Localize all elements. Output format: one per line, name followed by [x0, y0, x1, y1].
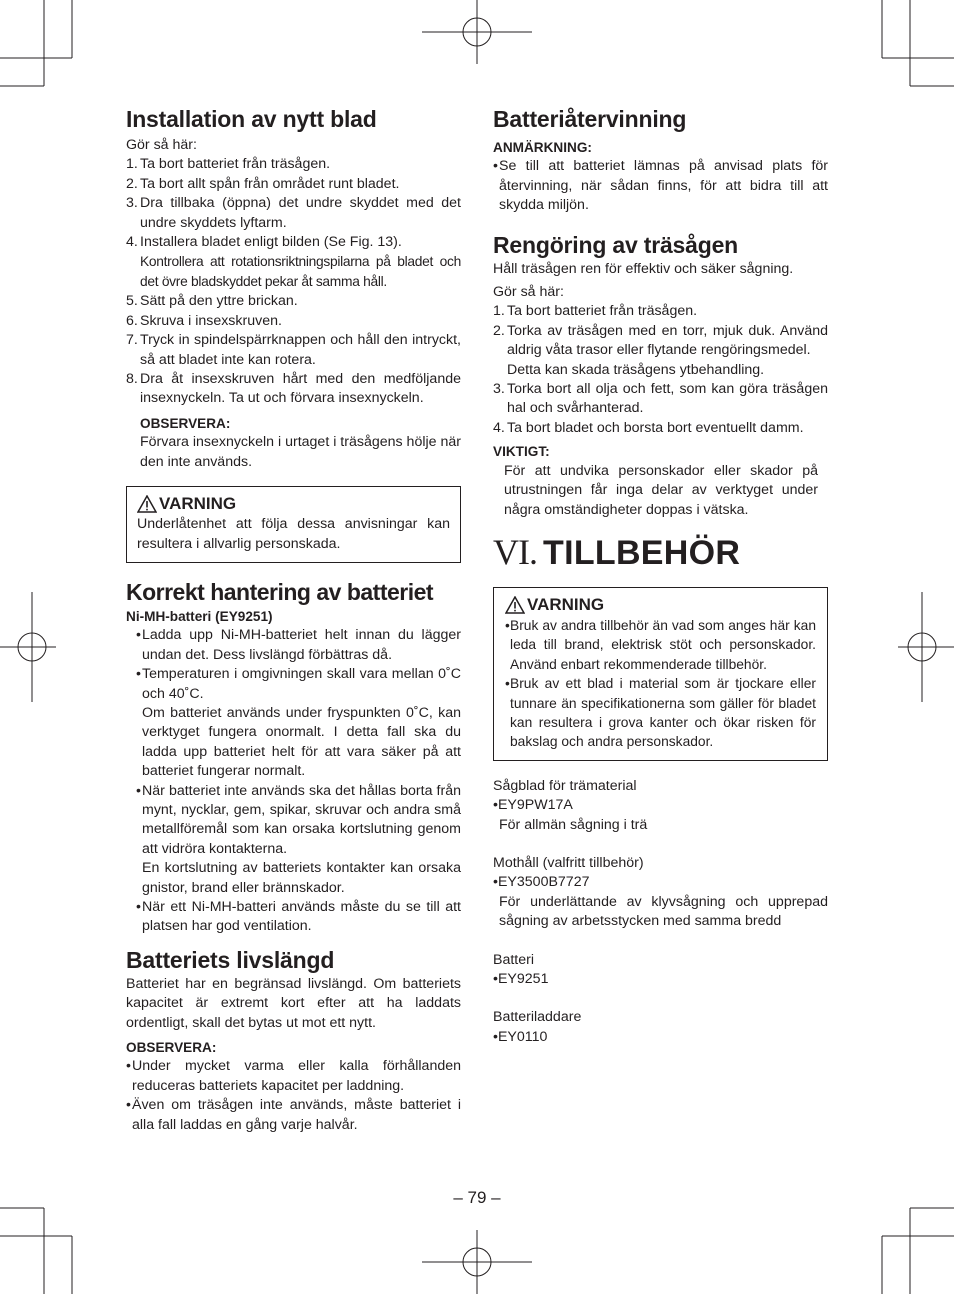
install-step: 3. Dra tillbaka (öppna) det undre skyddet med det undre skyddets lyftarm.	[126, 195, 461, 231]
warning-box	[126, 486, 461, 563]
accessories-title	[493, 532, 828, 573]
battery-handling-list	[126, 626, 461, 937]
list-item: • Bruk av andra tillbehör än vad som anges här kan leda till brand, elektrisk stöt och personskador. Använd enbart rekommenderade tillbehör.	[505, 617, 816, 672]
accessories-heading: TILLBEHÖR	[543, 533, 741, 572]
battery-life-note-label: OBSERVERA:	[126, 1040, 217, 1056]
install-step: 7. Tryck in spindelspärrknappen och håll den intryckt, så att bladet inte kan rotera.	[126, 332, 461, 368]
right-column	[493, 104, 828, 1047]
battery-handling-subhead: Ni-MH-batteri (EY9251)	[126, 608, 273, 624]
warning-triangle-icon	[137, 495, 157, 513]
accessory-item: Batteriladdare •EY0110	[493, 1009, 582, 1045]
important-label: VIKTIGT:	[493, 444, 550, 460]
recycling-heading: Batteriåtervinning	[493, 106, 687, 132]
install-step: 8. Dra åt insexskruven hårt med den medföljande insexnyckeln. Ta ut och förvara insexnyckeln.	[126, 371, 461, 407]
install-step: 6. Skruva i insexskruven.	[126, 312, 282, 329]
cleaning-step: 2. Torka av träsågen med en torr, mjuk duk. Använd aldrig våta trasor eller flytande rengöringsmedel. Detta kan skada träsågens ytbehandling.	[493, 322, 828, 378]
install-step: 5. Sätt på den yttre brickan.	[126, 293, 298, 310]
page-number: – 79 –	[453, 1188, 501, 1207]
cleaning-intro: Håll träsågen ren för effektiv och säker sågning.	[493, 260, 794, 277]
accessory-list	[493, 777, 828, 1047]
list-item: • Under mycket varma eller kalla förhållanden reduceras batteriets kapacitet per laddning.	[126, 1058, 461, 1094]
battery-life-heading: Batteriets livslängd	[126, 946, 335, 973]
warning-header	[505, 594, 816, 616]
accessory-item: Sågblad för trämaterial •EY9PW17A För allmän sågning i trä	[493, 777, 648, 833]
install-step: 4. Installera bladet enligt bilden (Se Fig. 13). Kontrollera att rotationsriktningspilarna på bladet och det övre bladskyddet pekar åt samma håll.	[126, 233, 461, 292]
list-item: • Se till att batteriet lämnas på anvisad plats för återvinning, när sådan finns, för att bidra till att skydda miljön.	[493, 158, 828, 214]
list-item: • Bruk av ett blad i material som är tjockare eller tunnare än specifikationerna som gäller för bladet kan resultera i grova kanter och ökar risken för bakslag och andra personskador.	[505, 676, 816, 750]
chapter-number: VI.	[493, 531, 537, 572]
battery-life-list	[126, 1057, 461, 1135]
battery-handling-heading: Korrekt hantering av batteriet	[126, 578, 434, 605]
cleaning-step: 1. Ta bort batteriet från träsågen.	[493, 303, 698, 320]
recycling-list	[493, 157, 828, 215]
install-note-text: Förvara insexnyckeln i urtaget i träsågens hölje när den inte används.	[140, 434, 461, 470]
recycling-note-label: ANMÄRKNING:	[493, 140, 592, 155]
install-step: 1. Ta bort batteriet från träsågen.	[126, 156, 331, 173]
list-item: • Även om träsågen inte används, måste batteriet i alla fall laddas en gång varje halvår.	[126, 1097, 461, 1133]
install-intro: Gör så här:	[126, 137, 197, 153]
install-note-label: OBSERVERA:	[140, 415, 231, 431]
warning-label: VARNING	[159, 494, 237, 514]
warning-header	[137, 493, 450, 515]
battery-life-text: Batteriet har en begränsad livslängd. Om batteriets kapacitet är extremt kort efter att ha laddats ordentligt, skall det bytas ut mot ett nytt.	[126, 975, 461, 1031]
install-step: 2. Ta bort allt spån från området runt bladet.	[126, 175, 400, 192]
warning-triangle-icon	[505, 596, 525, 614]
cleaning-intro2: Gör så här:	[493, 284, 564, 301]
important-text: För att undvika personskador eller skador på utrustningen får inga delar av verktyget under några omständigheter doppas i vätska.	[504, 462, 818, 518]
install-heading: Installation av nytt blad	[126, 106, 377, 132]
cleaning-heading: Rengöring av träsågen	[493, 231, 739, 258]
cleaning-step: 4. Ta bort bladet och borsta bort eventuellt damm.	[493, 419, 804, 436]
accessories-warning-box	[493, 587, 828, 761]
cleaning-steps	[493, 302, 828, 438]
accessory-item: Batteri •EY9251	[493, 951, 549, 987]
list-item: • Ladda upp Ni-MH-batteriet helt innan du lägger undan det. Dess livslängd förbättras då.	[136, 627, 461, 663]
accessories-warning-list	[505, 616, 816, 752]
install-step-sub: Kontrollera att rotationsriktningspilarna på bladet och det övre bladskyddet pekar åt samma håll.	[140, 254, 461, 290]
left-column	[126, 104, 461, 1135]
cleaning-step: 3. Torka bort all olja och fett, som kan göra träsågen hal och svårhanterad.	[493, 381, 828, 417]
warning-label: VARNING	[527, 594, 605, 614]
accessory-item: Mothåll (valfritt tillbehör) •EY3500B7727 För underlättande av klyvsågning och upprepad sågning av arbetsstycken med samma bredd	[493, 854, 828, 930]
list-item: • När batteriet inte används ska det hållas borta från mynt, nycklar, gem, spikar, skruvar och andra små metallföremål som kan orsaka kortslutning genom att vidröra kontakterna. En kortslutning av batteriets kontakter kan orsaka gnistor, brand eller brännskador.	[136, 782, 461, 896]
warning-text: Underlåtenhet att följa dessa anvisningar kan resultera i allvarlig personskada.	[137, 516, 450, 552]
list-item: • När ett Ni-MH-batteri används måste du se till att platsen har god ventilation.	[136, 899, 461, 935]
install-steps	[126, 155, 461, 408]
list-item: • Temperaturen i omgivningen skall vara mellan 0˚C och 40˚C. Om batteriet används under fryspunkten 0˚C, kan verktyget fungera onormalt. I detta fall ska du ladda upp batteriet helt för att vara säker på att batteriet fungerar normalt.	[136, 666, 461, 780]
